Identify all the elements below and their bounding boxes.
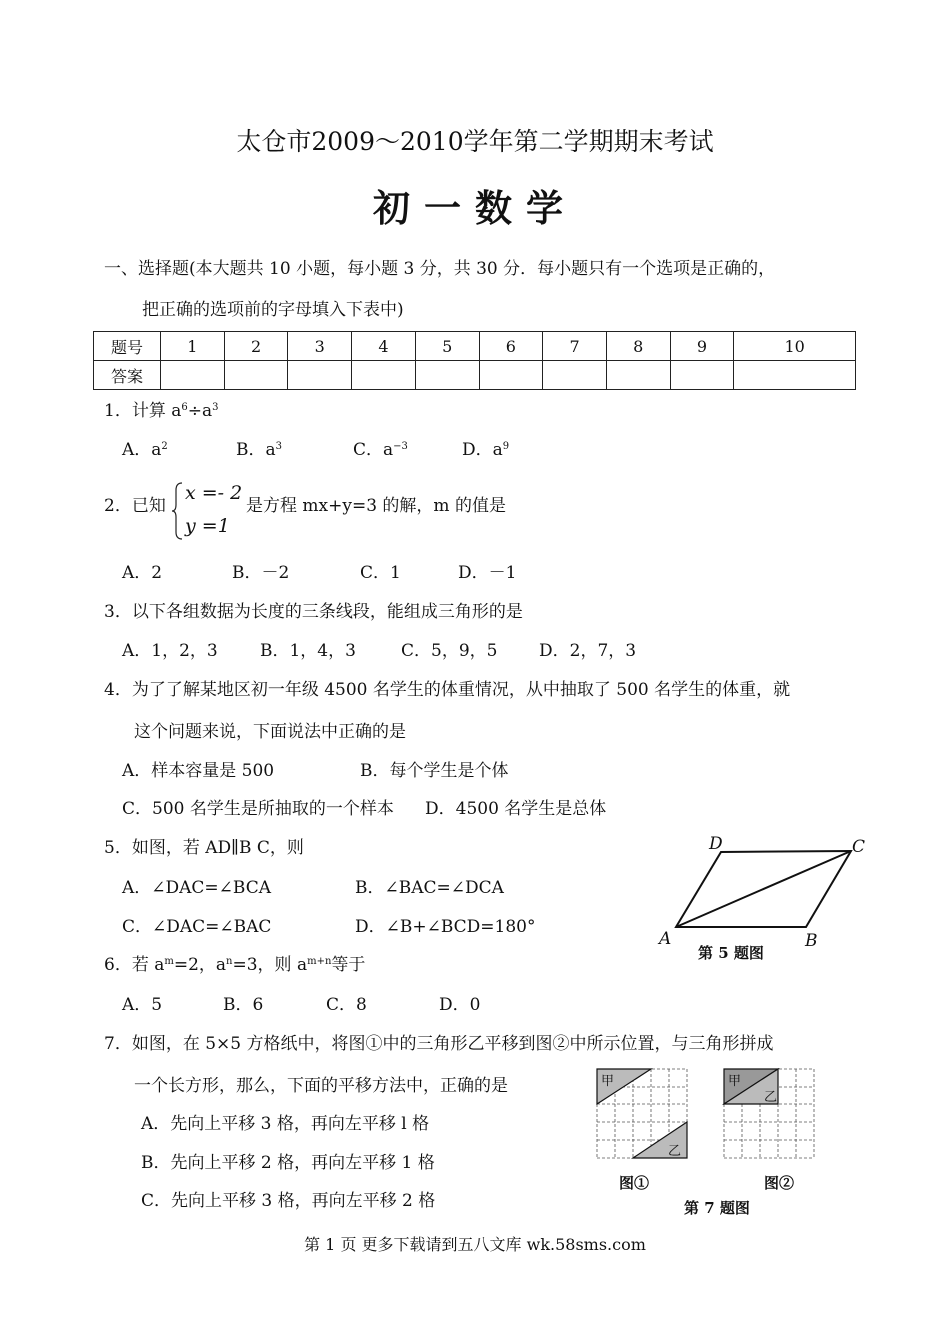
answer-cell[interactable] — [543, 361, 607, 390]
table-header-cell: 9 — [670, 332, 734, 361]
q3-option-a: A．1，2，3 — [122, 641, 218, 661]
q2-option-b: B．－2 — [232, 563, 290, 583]
vertex-c-label: C — [852, 837, 866, 857]
table-header-cell: 8 — [606, 332, 670, 361]
diagonal-ac — [676, 851, 851, 927]
q1-option-b — [236, 435, 282, 460]
q3-option-b: B．1，4，3 — [260, 641, 356, 661]
q1-opt-b-text: B．a — [236, 440, 276, 460]
q4-option-a: A．样本容量是 500 — [122, 761, 275, 781]
q6-option-d: D．0 — [439, 995, 481, 1015]
q1-opt-a-exp: 2 — [161, 441, 168, 452]
q2-option-a: A．2 — [122, 563, 163, 583]
q6-text-3: =3，则 a — [232, 955, 308, 975]
q6-text-4: 等于 — [331, 955, 366, 975]
q5-option-a: A．∠DAC=∠BCA — [122, 878, 272, 898]
equation-brace — [171, 482, 183, 540]
table-header-cell: 5 — [415, 332, 479, 361]
q2-equation-2: y =1 — [185, 515, 230, 537]
q3-stem: 3．以下各组数据为长度的三条线段，能组成三角形的是 — [104, 602, 523, 622]
table-label-answer: 答案 — [94, 361, 161, 390]
q1-opt-c-exp: −3 — [393, 441, 408, 452]
q7-figure — [592, 1064, 832, 1222]
q1-exp2: 3 — [212, 402, 219, 413]
q6-stem — [104, 950, 365, 975]
page-footer: 第 1 页 更多下载请到五八文库 wk.58sms.com — [304, 1235, 646, 1254]
q3-option-d: D．2，7，3 — [539, 641, 637, 661]
q6-option-a: A．5 — [122, 995, 163, 1015]
q3-option-c: C．5，9，5 — [401, 641, 498, 661]
answer-table — [93, 331, 856, 390]
answer-cell[interactable] — [161, 361, 225, 390]
q2-option-c: C．1 — [360, 563, 401, 583]
q7-option-a: A．先向上平移 3 格，再向左平移 l 格 — [141, 1114, 430, 1134]
section-heading-line2: 把正确的选项前的字母填入下表中) — [142, 300, 404, 320]
label-yi-1: 乙 — [668, 1144, 682, 1159]
q6-exp-mn: m+n — [307, 956, 332, 967]
q1-opt-c-text: C．a — [353, 440, 394, 460]
q5-option-b: B．∠BAC=∠DCA — [355, 878, 504, 898]
q4-stem-line1: 4．为了了解某地区初一年级 4500 名学生的体重情况，从中抽取了 500 名学生的体重，就 — [104, 680, 791, 700]
table-header-cell: 1 — [161, 332, 225, 361]
q1-opt-d-exp: 9 — [502, 441, 510, 452]
q4-option-b: B．每个学生是个体 — [360, 761, 509, 781]
q7-stem-line1: 7．如图，在 5×5 方格纸中，将图①中的三角形乙平移到图②中所示位置，与三角形拼成 — [104, 1034, 774, 1054]
q6-option-c: C．8 — [326, 995, 367, 1015]
q1-exp1: 6 — [181, 402, 188, 413]
q7-option-b: B．先向上平移 2 格，再向左平移 1 格 — [141, 1153, 435, 1173]
answer-cell[interactable] — [606, 361, 670, 390]
table-label-number: 题号 — [94, 332, 161, 361]
q1-opt-d-text: D．a — [462, 440, 503, 460]
q1-opt-a-text: A．a — [122, 440, 162, 460]
q4-option-c: C．500 名学生是所抽取的一个样本 — [122, 799, 394, 819]
q7-figure-caption: 第 7 题图 — [684, 1199, 750, 1217]
q6-text-1: 6．若 a — [104, 955, 165, 975]
label-jia-1: 甲 — [601, 1074, 615, 1089]
q6-exp-m: m — [164, 956, 174, 967]
answer-cell[interactable] — [224, 361, 288, 390]
question-1-stem — [104, 396, 219, 421]
q5-figure — [655, 832, 870, 962]
q1-opt-b-exp: 3 — [275, 441, 283, 452]
exam-title: 太仓市2009～2010学年第二学期期末考试 — [236, 127, 714, 156]
q1-option-a — [122, 435, 168, 460]
answer-cell[interactable] — [670, 361, 734, 390]
q6-exp-n: n — [226, 956, 233, 967]
q5-stem: 5．如图，若 AD∥B C，则 — [104, 838, 304, 858]
q1-option-c — [353, 435, 408, 460]
label-yi-2: 乙 — [764, 1090, 778, 1105]
answer-cell[interactable] — [352, 361, 416, 390]
table-header-cell: 7 — [543, 332, 607, 361]
table-header-cell: 4 — [352, 332, 416, 361]
q5-figure-caption: 第 5 题图 — [698, 944, 764, 962]
figure-1-caption: 图① — [619, 1174, 650, 1192]
answer-cell[interactable] — [288, 361, 352, 390]
table-header-cell: 3 — [288, 332, 352, 361]
table-header-cell: 2 — [224, 332, 288, 361]
q5-option-d: D．∠B+∠BCD=180° — [355, 917, 536, 937]
q2-prefix: 2．已知 — [104, 496, 166, 516]
answer-cell[interactable] — [479, 361, 543, 390]
answer-table-number-row — [94, 332, 856, 361]
figure-2-caption: 图② — [764, 1174, 795, 1192]
answer-cell[interactable] — [734, 361, 856, 390]
q7-option-c: C．先向上平移 3 格，再向左平移 2 格 — [141, 1191, 436, 1211]
table-header-cell: 6 — [479, 332, 543, 361]
q1-text-a: 1．计算 a — [104, 401, 182, 421]
section-heading-line1: 一、选择题(本大题共 10 小题，每小题 3 分，共 30 分．每小题只有一个选项是正确的， — [104, 259, 776, 279]
q4-option-d: D．4500 名学生是总体 — [425, 799, 607, 819]
table-header-cell: 10 — [734, 332, 856, 361]
q5-option-c: C．∠DAC=∠BAC — [122, 917, 272, 937]
q7-stem-line2: 一个长方形，那么，下面的平移方法中，正确的是 — [134, 1076, 508, 1096]
q2-stem: 是方程 mx+y=3 的解，m 的值是 — [246, 496, 506, 516]
vertex-d-label: D — [709, 834, 723, 854]
vertex-b-label: B — [805, 931, 818, 951]
q1-text-b: ÷a — [187, 401, 213, 421]
q4-stem-line2: 这个问题来说，下面说法中正确的是 — [134, 722, 406, 742]
answer-cell[interactable] — [415, 361, 479, 390]
subject-title: 初一数学 — [373, 186, 577, 230]
vertex-a-label: A — [659, 929, 672, 949]
q1-option-d — [462, 435, 509, 460]
q6-text-2: =2，a — [173, 955, 227, 975]
q2-equation-1: x =- 2 — [185, 482, 243, 504]
q6-option-b: B．6 — [223, 995, 264, 1015]
q2-option-d: D．－1 — [458, 563, 517, 583]
answer-table-answer-row — [94, 361, 856, 390]
label-jia-2: 甲 — [728, 1074, 742, 1089]
